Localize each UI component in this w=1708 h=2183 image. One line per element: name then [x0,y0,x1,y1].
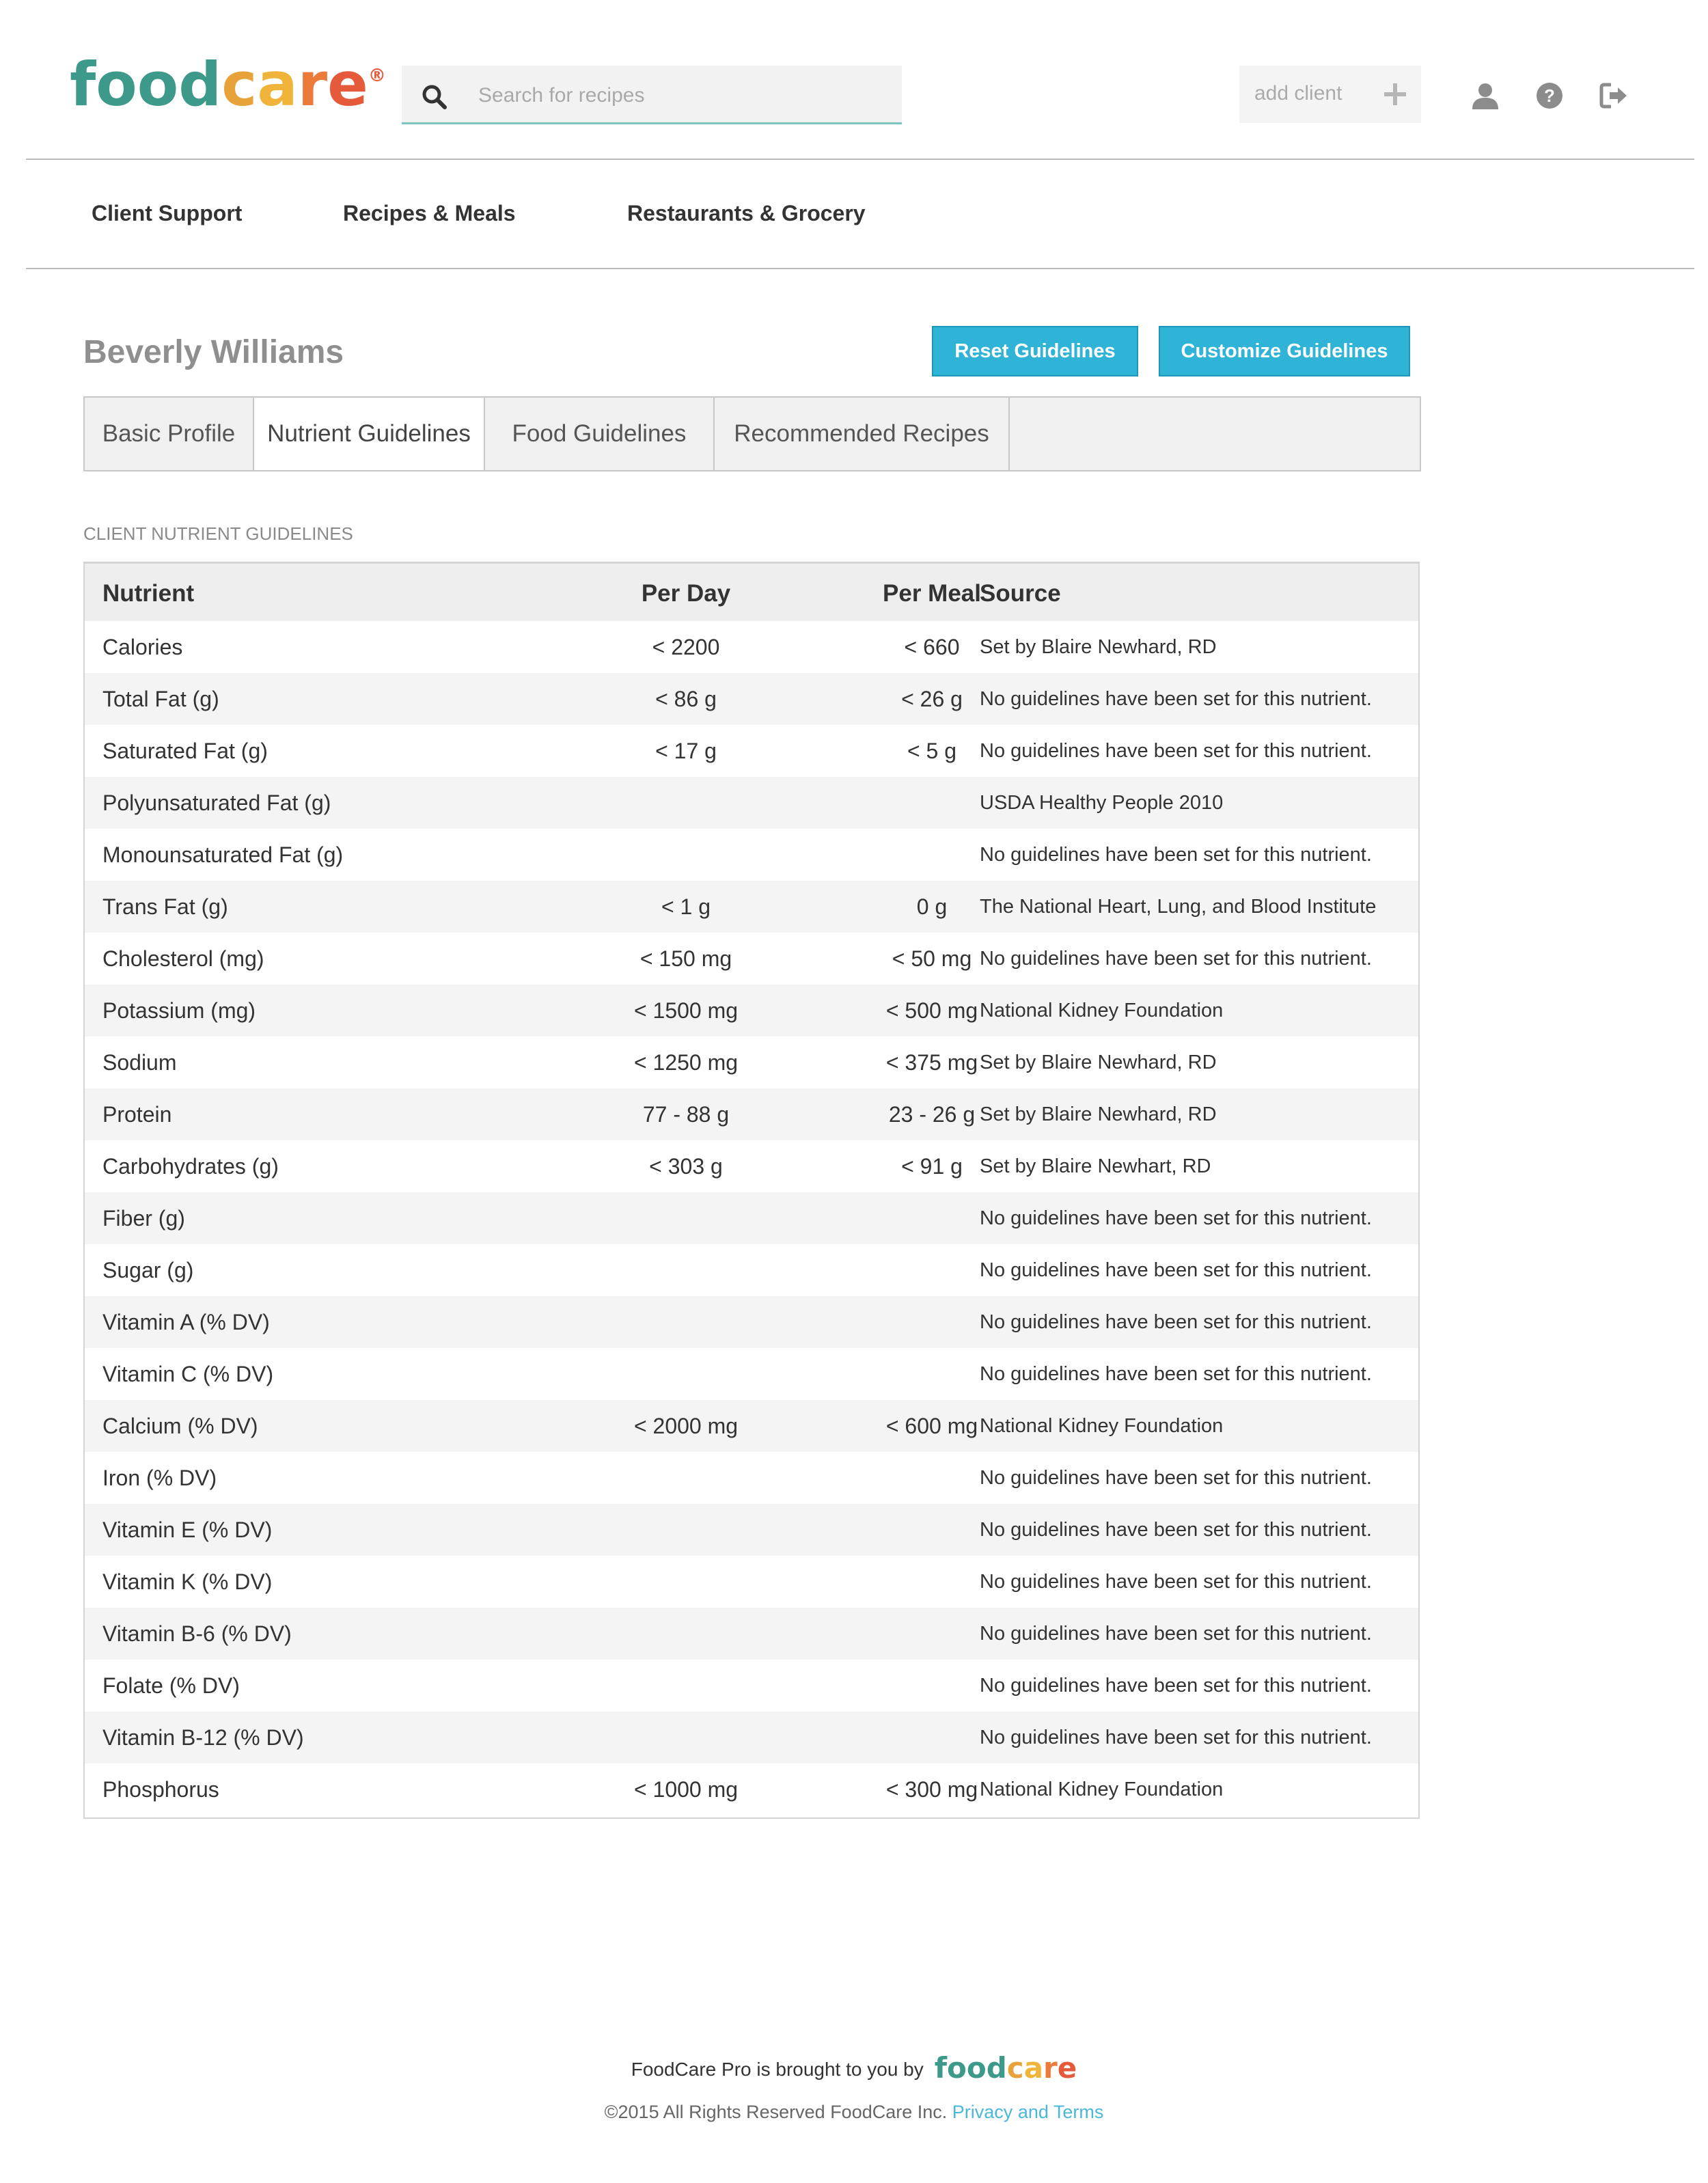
sign-out-icon[interactable] [1599,81,1629,111]
per-meal-cell: < 50 mg [892,946,972,971]
footer-legal [0,2102,1708,2123]
header-divider [26,159,1694,160]
per-day-cell: < 1250 mg [633,1050,739,1075]
source-cell: No guidelines have been set for this nutrient. [980,1311,1372,1333]
source-cell: No guidelines have been set for this nutrient. [980,1675,1372,1697]
tab-food-guidelines[interactable]: Food Guidelines [485,398,715,470]
user-icon[interactable] [1470,81,1500,111]
per-day-cell: < 150 mg [639,946,732,971]
tab-nutrient-guidelines[interactable]: Nutrient Guidelines [254,398,485,470]
table-row [85,1452,1418,1504]
table-header [85,564,1418,621]
client-tabs [83,396,1421,471]
table-row [85,933,1418,985]
source-cell: No guidelines have been set for this nutrient. [980,844,1372,866]
nutrient-cell: Calories [102,635,183,659]
nutrient-cell: Trans Fat (g) [102,894,228,919]
per-meal-cell: < 375 mg [885,1050,978,1075]
footer-logo[interactable]: foodcare [934,2051,1077,2085]
per-day-cell: < 1 g [661,894,711,919]
source-cell: The National Heart, Lung, and Blood Institute [980,896,1377,918]
nutrient-cell: Sugar (g) [102,1258,194,1282]
nutrient-cell: Vitamin B-12 (% DV) [102,1725,304,1750]
table-row [85,1660,1418,1712]
table-row [85,985,1418,1036]
tab-recommended-recipes[interactable]: Recommended Recipes [715,398,1010,470]
nutrient-cell: Polyunsaturated Fat (g) [102,791,331,815]
nutrient-cell: Carbohydrates (g) [102,1154,279,1179]
table-row [85,881,1418,933]
header-source: Source [980,580,1061,607]
nutrient-cell: Protein [102,1102,172,1127]
footer-copyright: ©2015 All Rights Reserved FoodCare Inc. [604,2102,948,2122]
search-icon[interactable] [421,83,448,111]
source-cell: No guidelines have been set for this nutrient. [980,1207,1372,1229]
client-name: Beverly Williams [83,334,344,370]
nutrient-cell: Monounsaturated Fat (g) [102,842,344,867]
source-cell: No guidelines have been set for this nutrient. [980,1727,1372,1748]
nav-divider [26,268,1694,269]
table-row [85,1763,1418,1815]
table-row [85,1556,1418,1608]
per-meal-cell: < 91 g [901,1154,963,1179]
per-meal-cell: 0 g [916,894,948,919]
header-per-meal: Per Meal [883,580,981,607]
footer-brought-by: FoodCare Pro is brought to you by [631,2058,924,2080]
per-meal-cell: < 5 g [907,739,957,763]
per-day-cell: < 1000 mg [633,1777,739,1802]
nutrient-cell: Total Fat (g) [102,687,219,711]
source-cell: No guidelines have been set for this nutrient. [980,1259,1372,1281]
per-meal-cell: < 300 mg [885,1777,978,1802]
reset-guidelines-button[interactable]: Reset Guidelines [932,326,1138,376]
nutrient-cell: Vitamin K (% DV) [102,1569,273,1594]
plus-icon [1381,81,1409,108]
table-row [85,725,1418,777]
nav-client-support[interactable]: Client Support [92,201,243,225]
per-day-cell: < 1500 mg [633,998,739,1023]
per-day-cell: 77 - 88 g [642,1102,730,1127]
nutrient-guidelines-table [83,562,1420,1819]
section-title: CLIENT NUTRIENT GUIDELINES [83,523,353,544]
source-cell: No guidelines have been set for this nutrient. [980,1363,1372,1385]
registered-mark: ® [368,66,386,86]
nutrient-cell: Phosphorus [102,1777,219,1802]
nutrient-cell: Potassium (mg) [102,998,256,1023]
table-row [85,1140,1418,1192]
per-meal-cell: < 600 mg [885,1414,978,1438]
source-cell: USDA Healthy People 2010 [980,792,1224,814]
per-meal-cell: < 500 mg [885,998,978,1023]
source-cell: National Kidney Foundation [980,1000,1224,1021]
source-cell: No guidelines have been set for this nutrient. [980,948,1372,970]
source-cell: No guidelines have been set for this nutrient. [980,1519,1372,1541]
per-day-cell: < 303 g [649,1154,723,1179]
source-cell: National Kidney Foundation [980,1779,1224,1800]
nutrient-cell: Vitamin B-6 (% DV) [102,1621,292,1646]
foodcare-logo[interactable]: foodcare® [70,49,386,120]
header-nutrient: Nutrient [102,580,195,607]
table-row [85,1348,1418,1400]
per-day-cell: < 17 g [655,739,717,763]
source-cell: No guidelines have been set for this nutrient. [980,688,1372,710]
source-cell: No guidelines have been set for this nutrient. [980,1571,1372,1593]
privacy-terms-link[interactable]: Privacy and Terms [952,2102,1104,2122]
tab-basic-profile[interactable]: Basic Profile [85,398,254,470]
source-cell: No guidelines have been set for this nutrient. [980,1623,1372,1645]
help-icon[interactable] [1534,81,1565,111]
search-bar [402,66,902,124]
table-row [85,1088,1418,1140]
table-row [85,1712,1418,1763]
table-row [85,673,1418,725]
header-per-day: Per Day [641,580,731,607]
nutrient-cell: Folate (% DV) [102,1673,240,1698]
add-client-label: add client [1254,82,1342,105]
per-meal-cell: 23 - 26 g [888,1102,976,1127]
source-cell: No guidelines have been set for this nutrient. [980,740,1372,762]
nav-restaurants-grocery[interactable]: Restaurants & Grocery [627,201,866,225]
source-cell: No guidelines have been set for this nutrient. [980,1467,1372,1489]
nutrient-cell: Vitamin A (% DV) [102,1310,270,1334]
per-day-cell: < 86 g [655,687,717,711]
nutrient-cell: Cholesterol (mg) [102,946,264,971]
search-input[interactable] [478,81,874,111]
svg-text:?: ? [1544,85,1555,106]
nutrient-cell: Vitamin C (% DV) [102,1362,274,1386]
footer-credit [0,2051,1708,2087]
table-row [85,1244,1418,1296]
nutrient-cell: Fiber (g) [102,1206,185,1231]
table-row [85,1400,1418,1452]
source-cell: Set by Blaire Newhard, RD [980,1052,1217,1073]
source-cell: National Kidney Foundation [980,1415,1224,1437]
nutrient-cell: Vitamin E (% DV) [102,1518,273,1542]
table-row [85,621,1418,673]
per-day-cell: < 2000 mg [633,1414,739,1438]
customize-guidelines-button[interactable]: Customize Guidelines [1159,326,1410,376]
per-meal-cell: < 660 [904,635,960,659]
table-row [85,1504,1418,1556]
source-cell: Set by Blaire Newhart, RD [980,1155,1211,1177]
table-row [85,1036,1418,1088]
table-row [85,1192,1418,1244]
add-client-button[interactable] [1239,66,1421,123]
nutrient-cell: Calcium (% DV) [102,1414,258,1438]
per-day-cell: < 2200 [652,635,720,659]
table-row [85,1608,1418,1660]
nutrient-cell: Sodium [102,1050,177,1075]
nav-recipes-meals[interactable]: Recipes & Meals [343,201,516,225]
table-row [85,1296,1418,1348]
source-cell: Set by Blaire Newhard, RD [980,1103,1217,1125]
table-row [85,829,1418,881]
table-row [85,777,1418,829]
nutrient-cell: Saturated Fat (g) [102,739,268,763]
nutrient-cell: Iron (% DV) [102,1466,217,1490]
per-meal-cell: < 26 g [901,687,963,711]
source-cell: Set by Blaire Newhard, RD [980,636,1217,658]
